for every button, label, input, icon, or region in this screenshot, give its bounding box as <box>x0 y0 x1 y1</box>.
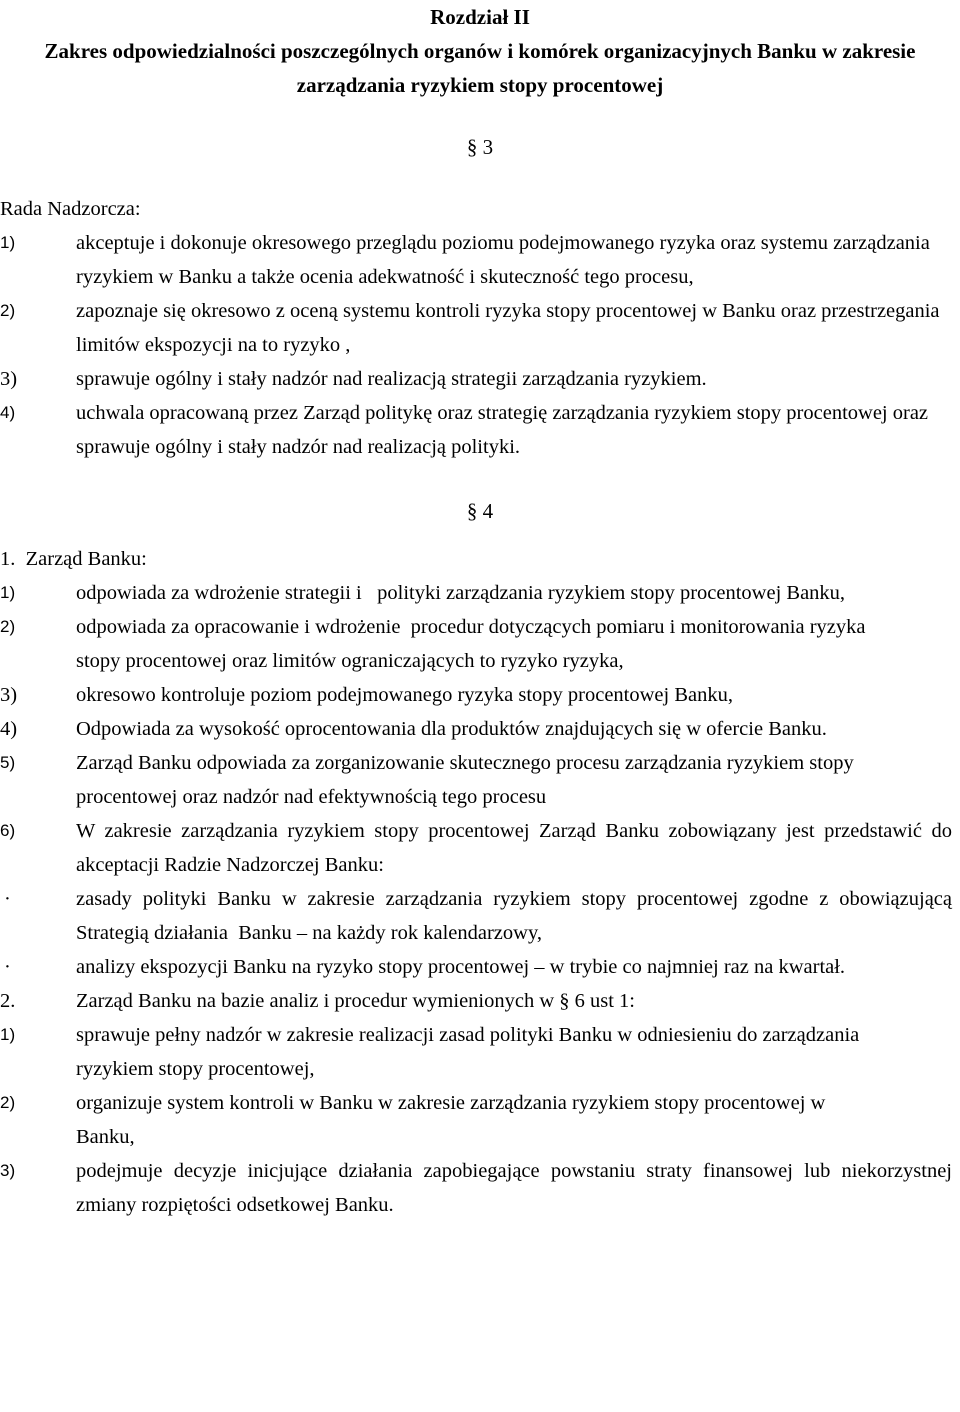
list-item <box>0 1154 960 1222</box>
list-item <box>0 712 960 746</box>
item-number: 3) <box>0 1161 16 1180</box>
bullet-text: zasady polityki Banku w zakresie zarządzania ryzykiem stopy procentowej zgodne z obowiązującą Strategią działania Banku – na każdy rok kalendarzowy, <box>76 888 958 944</box>
item-number: 4) <box>0 718 18 740</box>
chapter-title: Zakres odpowiedzialności poszczególnych organów i komórek organizacyjnych Banku w zakresie zarządzania ryzykiem stopy procentowej <box>44 39 916 97</box>
bullet-marker: · <box>4 956 11 978</box>
item-text: W zakresie zarządzania ryzykiem stopy procentowej Zarząd Banku zobowiązany jest przedstawić do akceptacji Radzie Nadzorczej Banku: <box>76 820 952 876</box>
item-text: organizuje system kontroli w Banku w zakresie zarządzania ryzykiem stopy procentowej w Banku, <box>76 1092 826 1148</box>
item-number: 2) <box>0 1093 16 1112</box>
part-intro: Zarząd Banku na bazie analiz i procedur wymienionych w § 6 ust 1: <box>76 990 636 1012</box>
list-item <box>0 678 960 712</box>
item-number: 1) <box>0 1025 16 1044</box>
list-item <box>0 1086 960 1154</box>
item-text: Zarząd Banku odpowiada za zorganizowanie skutecznego procesu zarządzania ryzykiem stopy procentowej oraz nadzór nad efektywnością tego procesu <box>76 752 854 808</box>
item-number: 1) <box>0 233 16 252</box>
item-number: 6) <box>0 821 16 840</box>
item-text: odpowiada za wdrożenie strategii i polityki zarządzania ryzykiem stopy procentowej Banku, <box>76 582 846 604</box>
list-item <box>0 814 960 882</box>
bullet-text: analizy ekspozycji Banku na ryzyko stopy procentowej – w trybie co najmniej raz na kwartał. <box>76 956 846 978</box>
item-number: 4) <box>0 403 16 422</box>
list-item <box>0 576 960 610</box>
item-text: uchwala opracowaną przez Zarząd politykę oraz strategię zarządzania ryzykiem stopy procentowej oraz sprawuje ogólny i stały nadzór nad realizacją polityki. <box>76 402 929 458</box>
section-4-part-1-intro: 1. Zarząd Banku: <box>0 548 147 570</box>
item-number: 1) <box>0 583 16 602</box>
bullet-item <box>0 950 960 984</box>
chapter-heading: Rozdział II <box>430 5 530 29</box>
bullet-marker: · <box>4 888 11 910</box>
item-number: 2) <box>0 617 16 636</box>
section-3-mark: § 3 <box>466 135 494 159</box>
list-item <box>0 746 960 814</box>
item-number: 3) <box>0 684 18 706</box>
item-text: sprawuje ogólny i stały nadzór nad realizacją strategii zarządzania ryzykiem. <box>76 368 707 390</box>
list-item <box>0 396 960 464</box>
list-item <box>0 362 960 396</box>
item-text: akceptuje i dokonuje okresowego przeglądu poziomu podejmowanego ryzyka oraz systemu zarządzania ryzykiem w Banku a także ocenia adekwatność i skuteczność tego procesu, <box>76 232 930 288</box>
list-item <box>0 294 960 362</box>
bullet-item <box>0 882 960 950</box>
item-text: Odpowiada za wysokość oprocentowania dla produktów znajdujących się w ofercie Banku. <box>76 718 827 740</box>
item-text: okresowo kontroluje poziom podejmowanego ryzyka stopy procentowej Banku, <box>76 684 733 706</box>
item-text: sprawuje pełny nadzór w zakresie realizacji zasad polityki Banku w odniesieniu do zarządzania ryzykiem stopy procentowej, <box>76 1024 860 1080</box>
item-text: odpowiada za opracowanie i wdrożenie procedur dotyczących pomiaru i monitorowania ryzyka stopy procentowej oraz limitów ograniczających to ryzyko ryzyka, <box>76 616 871 672</box>
part-number: 2. <box>0 990 16 1012</box>
item-number: 3) <box>0 368 18 390</box>
list-item <box>0 1018 960 1086</box>
section-4-mark: § 4 <box>466 499 494 523</box>
item-text: podejmuje decyzje inicjujące działania zapobiegające powstaniu straty finansowej lub niekorzystnej zmiany rozpiętości odsetkowej Banku. <box>76 1160 952 1216</box>
list-item <box>0 610 960 678</box>
item-text: zapoznaje się okresowo z oceną systemu kontroli ryzyka stopy procentowej w Banku oraz przestrzegania limitów ekspozycji na to ryzyko , <box>76 300 940 356</box>
section-3-intro: Rada Nadzorcza: <box>0 198 141 220</box>
item-number: 2) <box>0 301 16 320</box>
item-number: 5) <box>0 753 16 772</box>
list-item <box>0 226 960 294</box>
section-4-part-2 <box>0 984 960 1018</box>
